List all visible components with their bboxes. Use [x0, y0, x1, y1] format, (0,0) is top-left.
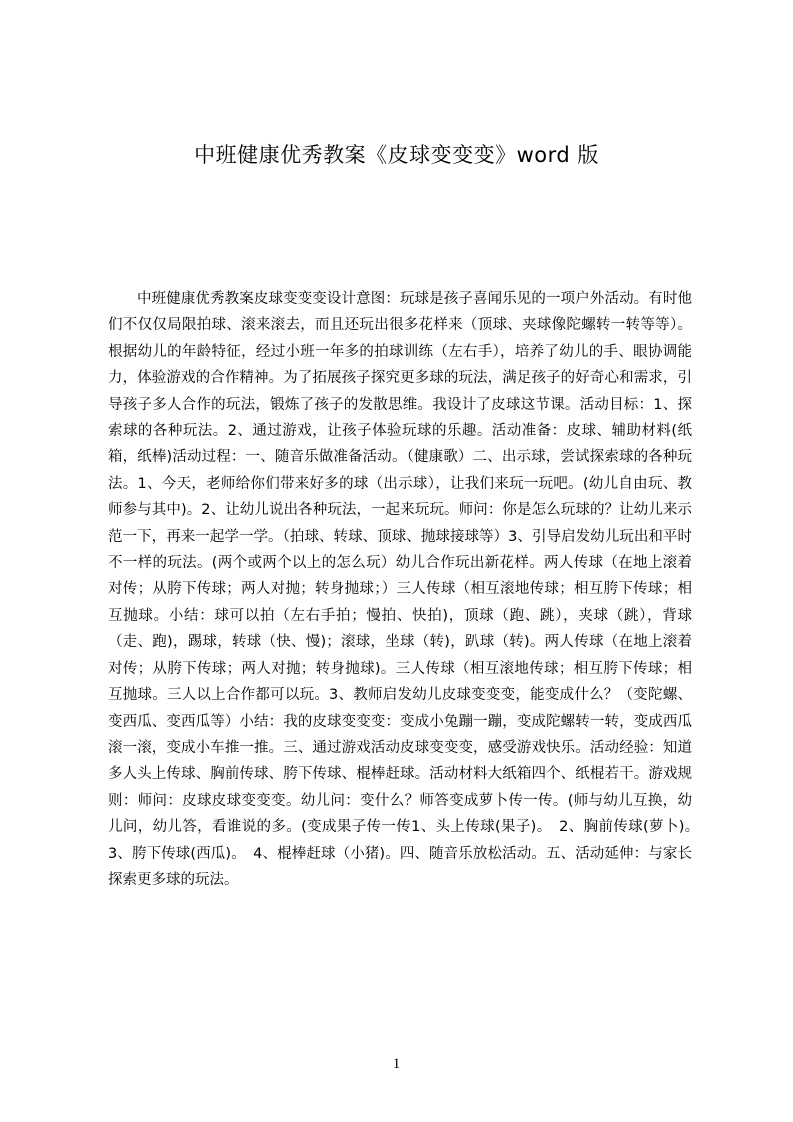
- document-title: 中班健康优秀教案《皮球变变变》word 版: [194, 143, 599, 167]
- page-number: 1: [392, 1056, 401, 1072]
- document-body-paragraph: 中班健康优秀教案皮球变变变设计意图：玩球是孩子喜闻乐见的一项户外活动。有时他们不仅仅局限拍球、滚来滚去，而且还玩出很多花样来（顶球、夹球像陀螺转一转等等）。根据幼儿的年龄特征，经过小班一年多的拍球训练（左右手），培养了幼儿的手、眼协调能力，体验游戏的合作精神。为了拓展孩子探究更多球的玩法，满足孩子的好奇心和需求，引导孩子多人合作的玩法，锻炼了孩子的发散思维。我设计了皮球这节课。活动目标：1、探索球的各种玩法。2、通过游戏，让孩子体验玩球的乐趣。活动准备：皮球、辅助材料(纸箱，纸棒)活动过程：一、随音乐做准备活动。（健康歌）二、出示球，尝试探索球的各种玩法。1、今天，老师给你们带来好多的球（出示球），让我们来玩一玩吧。(幼儿自由玩、教师参与其中)。2、让幼儿说出各种玩法，一起来玩玩。师问：你是怎么玩球的？让幼儿来示范一下，再来一起学一学。（拍球、转球、顶球、抛球接球等）3、引导启发幼儿玩出和平时不一样的玩法。(两个或两个以上的怎么玩）幼儿合作玩出新花样。两人传球（在地上滚着对传；从胯下传球；两人对抛；转身抛球；）三人传球（相互滚地传球；相互胯下传球；相互抛球。小结：球可以拍（左右手拍；慢拍、快拍)，顶球（跑、跳），夹球（跳），背球（走、跑)，踢球，转球（快、慢)；滚球，坐球（转)，趴球（转)。两人传球（在地上滚着对传；从胯下传球；两人对抛；转身抛球)。三人传球（相互滚地传球；相互胯下传球；相互抛球。三人以上合作都可以玩。3、教师启发幼儿皮球变变变，能变成什么？（变陀螺、变西瓜、变西瓜等）小结：我的皮球变变变：变成小兔蹦一蹦，变成陀螺转一转，变成西瓜滚一滚，变成小车推一推。三、通过游戏活动皮球变变变，感受游戏快乐。活动经验：知道多人头上传球、胸前传球、胯下传球、棍棒赶球。活动材料大纸箱四个、纸棍若干。游戏规则：师问：皮球皮球变变变。幼儿问：变什么？师答变成萝卜传一传。(师与幼儿互换，幼儿问，幼儿答，看谁说的多。(变成果子传一传1、头上传球(果子)。 2、胸前传球(萝卜)。 3、胯下传球(西瓜)。 4、棍棒赶球（小猪)。四、随音乐放松活动。五、活动延伸：与家长探索更多球的玩法。: [108, 291, 707, 888]
